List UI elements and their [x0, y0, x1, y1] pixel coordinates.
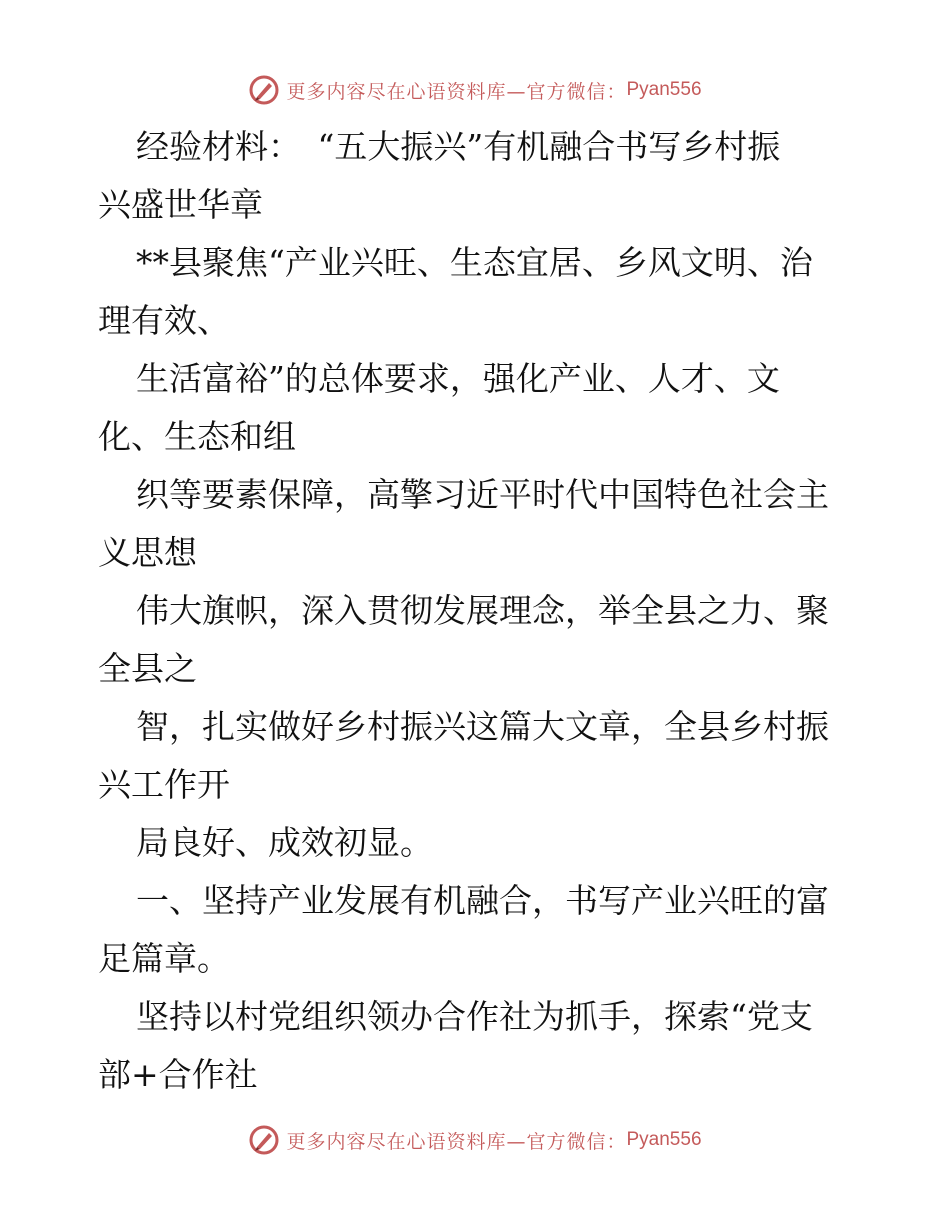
paragraph-line: 局良好、成效初显。 [136, 823, 433, 862]
paragraph-line: 化、生态和组 [98, 417, 296, 456]
paragraph-line: 义思想 [98, 533, 197, 572]
paragraph-line: **县聚焦“产业兴旺、生态宜居、乡风文明、治 [136, 243, 813, 282]
watermark-handle: Pyan556 [626, 79, 702, 100]
paragraph-line: 织等要素保障，高擎习近平时代中国特色社会主 [136, 475, 829, 514]
watermark-handle: Pyan556 [626, 1129, 702, 1150]
document-body [98, 118, 858, 1104]
paragraph-line: 伟大旗帜，深入贯彻发展理念，举全县之力、聚 [136, 591, 829, 630]
watermark-text: 更多内容尽在心语资料库—官方微信： [286, 1130, 627, 1153]
paragraph-line: 全县之 [98, 649, 197, 688]
paragraph-line: 坚持以村党组织领办合作社为抓手，探索“党支 [136, 997, 813, 1036]
watermark-text: 更多内容尽在心语资料库—官方微信： [286, 80, 627, 103]
title-line-2: 兴盛世华章 [98, 185, 263, 224]
paragraph-line: 智，扎实做好乡村振兴这篇大文章，全县乡村振 [136, 707, 829, 746]
paragraph-line: 部+合作社 [98, 1055, 258, 1094]
paragraph-line: 兴工作开 [98, 765, 230, 804]
section-heading-line-1: 一、坚持产业发展有机融合，书写产业兴旺的富 [136, 881, 829, 920]
footer-watermark [0, 1120, 950, 1160]
pen-logo-icon [248, 74, 280, 106]
pen-logo-icon [248, 1124, 280, 1156]
section-heading-line-2: 足篇章。 [98, 939, 230, 978]
paragraph-line: 生活富裕”的总体要求，强化产业、人才、文 [136, 359, 780, 398]
header-watermark [0, 70, 950, 110]
title-line-1: 经验材料： “五大振兴”有机融合书写乡村振 [136, 127, 781, 166]
paragraph-line: 理有效、 [98, 301, 230, 340]
